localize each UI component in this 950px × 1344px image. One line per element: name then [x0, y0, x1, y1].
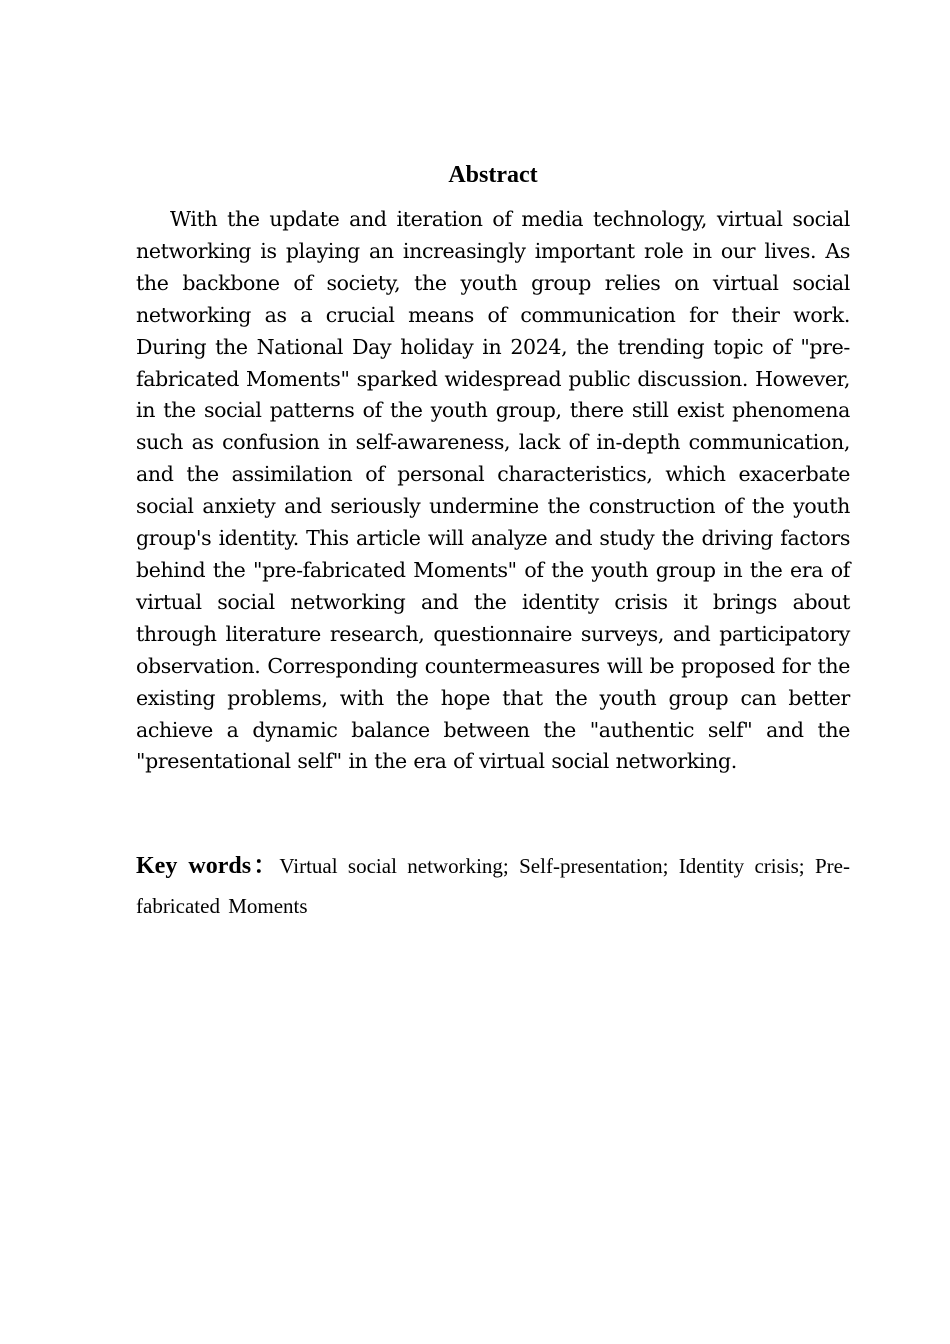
abstract-body: With the update and iteration of media technology, virtual social networking is playing an increasingly important role in our lives. As the backbone of society, the youth group relies on virtual social networking as a crucial means of communication for their work. During the National Day holiday in 2024, the trending topic of "pre-fabricated Moments" sparked widespread public discussion. However, in the social patterns of the youth group, there still exist phenomena such as confusion in self-awareness, lack of in-depth communication, and the assimilation of personal characteristics, which exacerbate social anxiety and seriously undermine the construction of the youth group's identity. This article will analyze and study the driving factors behind the "pre-fabricated Moments" of the youth group in the era of virtual social networking and the identity crisis it brings about through literature research, questionnaire surveys, and participatory observation. Corresponding countermeasures will be proposed for the existing problems, with the hope that the youth group can better achieve a dynamic balance between the "authentic self" and the "presentational self" in the era of virtual social networking.: [136, 207, 850, 774]
keywords-separator: ：: [251, 853, 280, 879]
keywords-text: Virtual social networking; Self-presentation; Identity crisis; Pre-fabricated Moments: [136, 854, 850, 918]
keywords-paragraph: [136, 846, 850, 926]
keywords-label: Key words: [136, 853, 252, 879]
abstract-heading: Abstract: [448, 162, 538, 188]
